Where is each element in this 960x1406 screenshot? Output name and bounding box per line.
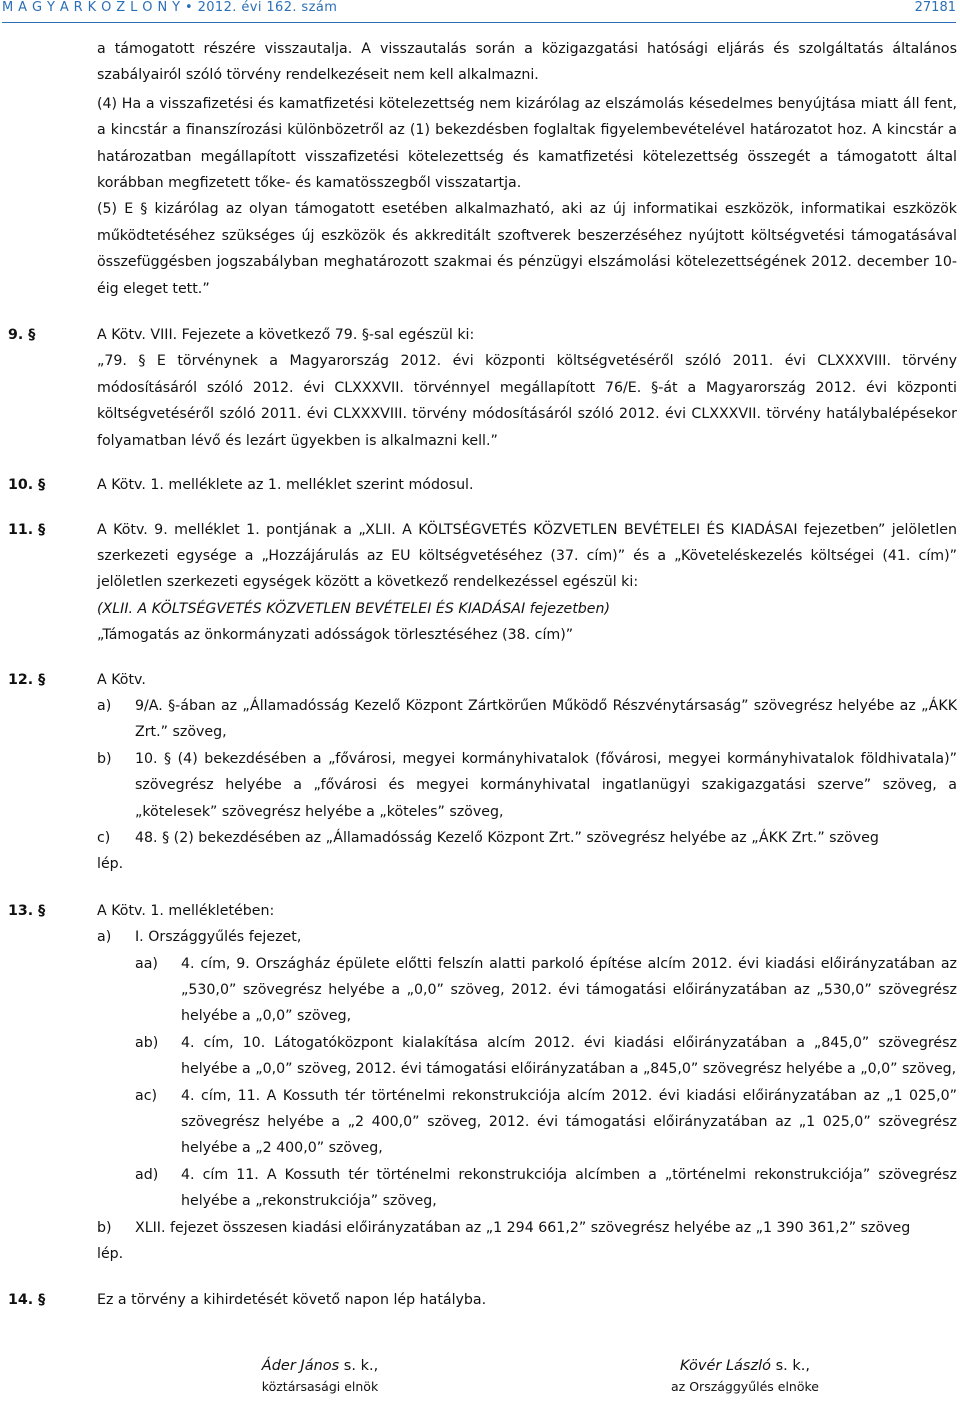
item-text: XLII. fejezet összesen kiadási előirányzatában az „1 294 661,2” szövegrész helyébe az „1 390 361,2” szöveg (135, 1219, 911, 1236)
signer-suffix: s. k., (339, 1358, 379, 1374)
list-item (97, 825, 957, 851)
item-text: 48. § (2) bekezdésében az „Államadósság Kezelő Központ Zrt.” szövegrész helyébe az „ÁKK Zrt.” szöveg (135, 829, 879, 846)
sub-item-text: 4. cím 11. A Kossuth tér történelmi rekonstrukciója alcímben a „történelmi rekonstrukciója” szövegrész helyébe a „rekonstrukciója” szöveg, (181, 1166, 957, 1210)
sub-list-item (135, 1083, 957, 1162)
item-label: c) (97, 829, 111, 846)
signature-president (200, 1358, 440, 1394)
section-11 (0, 517, 960, 649)
list-item (97, 924, 957, 1214)
section-quote: „79. § E törvénynek a Magyarország 2012. évi központi költségvetéséről szóló 2011. évi CLXXXVIII. törvény módosításáról szóló 2012. évi CLXXXVII. törvénnyel megállapított 76/E. §-át a Magyarország 2012. évi központi költségvetéséről szóló 2011. évi CLXXXVIII. törvény módosításáról szóló 2012. évi CLXXXVII. törvény hatálybalépésekor folyamatban lévő és lezárt ügyekben is alkalmazni kell.” (97, 353, 957, 449)
section-number: 10. § (8, 477, 46, 494)
sub-item-label: ac) (135, 1087, 158, 1104)
item-text: 10. § (4) bekezdésében a „fővárosi, megyei kormányhivatalok (fővárosi, megyei kormányhivatalok földhivatala)” szövegrész helyébe a „fővárosi és megyei kormányhivatal ingatlanügyi szakigazgatási szerve” szöveg, a „kötelesek” szövegrész helyébe a „köteles” szöveg, (135, 750, 957, 820)
list-item (97, 746, 957, 825)
item-label: a) (97, 697, 112, 714)
signer-title: az Országgyűlés elnöke (671, 1379, 819, 1394)
section-number: 14. § (8, 1292, 46, 1309)
section-text: Ez a törvény a kihirdetését követő napon lép hatályba. (97, 1292, 487, 1309)
section-tail: lép. (97, 1246, 124, 1263)
sub-item-label: ad) (135, 1166, 159, 1183)
item-text: I. Országgyűlés fejezet, (135, 929, 302, 946)
journal-title: M A G Y A R K Ö Z L Ö N Y • 2012. évi 162. szám (2, 0, 338, 15)
signer-suffix: s. k., (770, 1358, 810, 1374)
section-italic-heading: (XLII. A KÖLTSÉGVETÉS KÖZVETLEN BEVÉTELEI ÉS KIADÁSAI fejezetben) (97, 600, 611, 617)
section-lead: A Kötv. 1. mellékletében: (97, 902, 275, 919)
signer-title: köztársasági elnök (261, 1379, 379, 1394)
sub-item-text: 4. cím, 10. Látogatóközpont kialakítása alcím 2012. évi kiadási előirányzatában a „845,0” szövegrész helyébe a „0,0” szöveg, 2012. évi támogatási előirányzatában a „845,0” szövegrész helyébe a „0,0” szöveg, (181, 1034, 957, 1078)
sub-list-item (135, 1162, 957, 1215)
sub-item-label: aa) (135, 955, 158, 972)
item-label: a) (97, 929, 112, 946)
sub-list-item (135, 951, 957, 1030)
sub-item-label: ab) (135, 1034, 159, 1051)
signer-name: Áder János (261, 1358, 340, 1374)
section-text: A Kötv. 1. melléklete az 1. melléklet szerint módosul. (97, 477, 474, 494)
document-body (0, 36, 960, 1314)
signature-speaker (620, 1358, 870, 1394)
section-lead: A Kötv. VIII. Fejezete a következő 79. §-sal egészül ki: (97, 327, 475, 344)
item-label: b) (97, 1219, 112, 1236)
section-number: 13. § (8, 902, 46, 919)
section-number: 11. § (8, 521, 46, 538)
section-text: A Kötv. 9. melléklet 1. pontjának a „XLII. A KÖLTSÉGVETÉS KÖZVETLEN BEVÉTELEI ÉS KIADÁSAI fejezetben” jelöletlen szerkezeti egysége a „Hozzájárulás az EU költségvetéséhez (37. cím)” és a „Követeléskezelés költségei (41. cím)” jelöletlen szerkezeti egységek között a következő rendelkezéssel egészül ki: (97, 521, 957, 591)
section-number: 12. § (8, 671, 46, 688)
paragraph-5: (5) E § kizárólag az olyan támogatott esetében alkalmazható, aki az új informatikai eszközök, informatikai eszközök működtetéséhez szükséges új eszközök és akkreditált szoftverek beszerzéséhez nyújtott költségvetési támogatásával összefüggésben jogszabályban meghatározott szakmai és pénzügyi elszámolási kötelezettségének 2012. december 10-éig eleget tett.” (97, 201, 957, 297)
page-header (2, 0, 956, 23)
section-tail: lép. (97, 856, 124, 873)
sub-item-text: 4. cím, 9. Országház épülete előtti felszín alatti parkoló építése alcím 2012. évi kiadási előirányzatában az „530,0” szövegrész helyébe a „0,0” szöveg, 2012. évi támogatási előirányzatában az „530,0” szövegrész helyébe a „0,0” szöveg, (181, 955, 957, 1025)
section-lead: A Kötv. (97, 671, 146, 688)
signer-name: Kövér László (680, 1358, 771, 1374)
section-9 (0, 322, 960, 454)
section-quote: „Támogatás az önkormányzati adósságok törlesztéséhez (38. cím)” (97, 627, 574, 644)
list-item (97, 693, 957, 746)
list-item (97, 1215, 957, 1241)
paragraph-continuation: a támogatott részére visszautalja. A visszautalás során a közigazgatási hatósági eljárás és szolgáltatás általános szabályairól szóló törvény rendelkezéseit nem kell alkalmazni. (97, 41, 957, 84)
item-text: 9/A. §-ában az „Államadósság Kezelő Központ Zártkörűen Működő Részvénytársaság” szövegrész helyébe az „ÁKK Zrt.” szöveg, (135, 697, 957, 741)
sub-list-item (135, 1030, 957, 1083)
section-12 (0, 667, 960, 878)
sub-item-text: 4. cím, 11. A Kossuth tér történelmi rekonstrukciója alcím 2012. évi kiadási előirányzatában az „1 025,0” szövegrész helyébe a „2 400,0” szöveg, 2012. évi támogatási előirányzatában az „1 025,0” szövegrész helyébe a „2 400,0” szöveg, (181, 1087, 957, 1157)
section-10 (0, 472, 960, 498)
item-label: b) (97, 750, 112, 767)
section-number: 9. § (8, 327, 36, 344)
page-number: 27181 (914, 0, 956, 15)
paragraph-4: (4) Ha a visszafizetési és kamatfizetési kötelezettség nem kizárólag az elszámolás késedelmes benyújtása miatt áll fent, a kincstár a finanszírozási különbözetről az (1) bekezdésben foglaltak figyelembevételével határozatot hoz. A kincstár a határozatban megállapított visszafizetési kötelezettség és kamatfizetési kötelezettség összegét a támogatott által korábban megfizetett tőke- és kamatösszegből visszatartja. (97, 95, 957, 192)
section-13 (0, 898, 960, 1268)
section-14 (0, 1287, 960, 1313)
